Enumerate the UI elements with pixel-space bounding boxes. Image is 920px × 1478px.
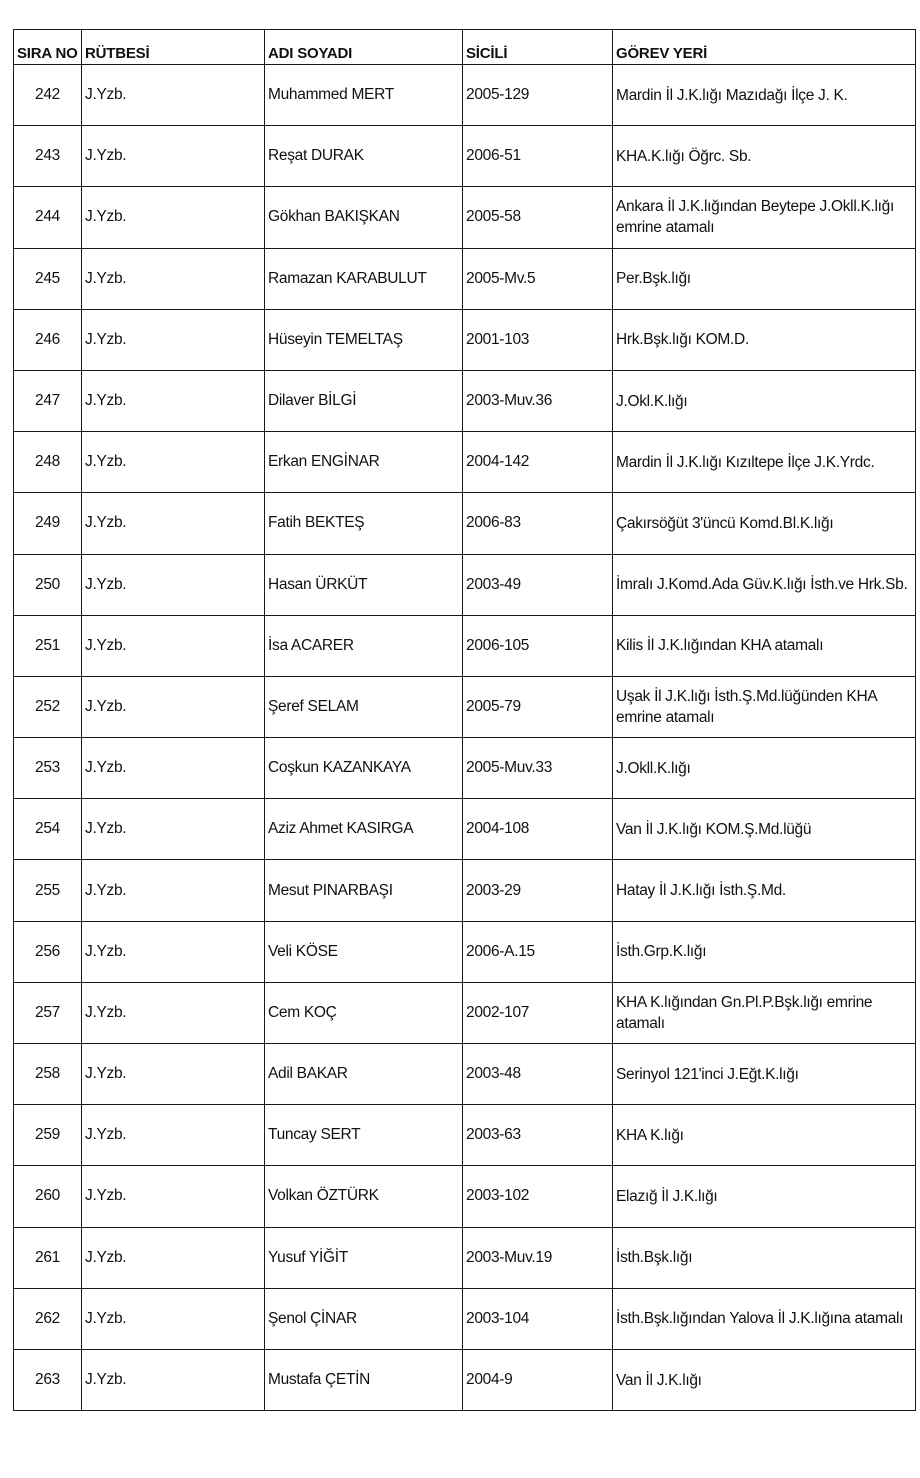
adi-soyadi-cell: Mustafa ÇETİN (265, 1349, 463, 1410)
sicil-cell: 2004-9 (463, 1349, 613, 1410)
adi-soyadi-cell: Aziz Ahmet KASIRGA (265, 799, 463, 860)
sira-no-cell: 256 (14, 921, 82, 982)
sicil-cell: 2004-108 (463, 799, 613, 860)
sira-no-cell: 249 (14, 493, 82, 554)
sira-no-cell: 263 (14, 1349, 82, 1410)
gorev-yeri-cell: Ankara İl J.K.lığından Beytepe J.Okll.K.lığı emrine atamalı (613, 187, 916, 248)
adi-soyadi-cell: Veli KÖSE (265, 921, 463, 982)
table-row (14, 799, 916, 860)
sira-no-cell: 242 (14, 65, 82, 126)
adi-soyadi-cell: Cem KOÇ (265, 982, 463, 1043)
gorev-yeri-cell: İsth.Bşk.lığı (613, 1227, 916, 1288)
rutbe-cell: J.Yzb. (82, 432, 265, 493)
adi-soyadi-cell: Gökhan BAKIŞKAN (265, 187, 463, 248)
sicil-cell: 2003-29 (463, 860, 613, 921)
table-row (14, 860, 916, 921)
rutbe-cell: J.Yzb. (82, 493, 265, 554)
table-row (14, 676, 916, 737)
sicil-cell: 2005-129 (463, 65, 613, 126)
rutbe-cell: J.Yzb. (82, 1227, 265, 1288)
rutbe-cell: J.Yzb. (82, 1105, 265, 1166)
rutbe-cell: J.Yzb. (82, 370, 265, 431)
header-adi-soyadi: ADI SOYADI (265, 30, 463, 65)
sicil-cell: 2003-48 (463, 1044, 613, 1105)
adi-soyadi-cell: Şenol ÇİNAR (265, 1288, 463, 1349)
sira-no-cell: 251 (14, 615, 82, 676)
table-row (14, 126, 916, 187)
rutbe-cell: J.Yzb. (82, 799, 265, 860)
sira-no-cell: 252 (14, 676, 82, 737)
rutbe-cell: J.Yzb. (82, 309, 265, 370)
adi-soyadi-cell: Ramazan KARABULUT (265, 248, 463, 309)
table-row (14, 738, 916, 799)
rutbe-cell: J.Yzb. (82, 615, 265, 676)
header-sira-no: SIRA NO (14, 30, 82, 65)
table-row (14, 554, 916, 615)
table-row (14, 1044, 916, 1105)
sicil-cell: 2003-102 (463, 1166, 613, 1227)
sicil-cell: 2006-105 (463, 615, 613, 676)
adi-soyadi-cell: Şeref SELAM (265, 676, 463, 737)
gorev-yeri-cell: Kilis İl J.K.lığından KHA atamalı (613, 615, 916, 676)
sira-no-cell: 247 (14, 370, 82, 431)
rutbe-cell: J.Yzb. (82, 554, 265, 615)
gorev-yeri-cell: İsth.Bşk.lığından Yalova İl J.K.lığına atamalı (613, 1288, 916, 1349)
table-row (14, 432, 916, 493)
sira-no-cell: 253 (14, 738, 82, 799)
adi-soyadi-cell: Erkan ENGİNAR (265, 432, 463, 493)
adi-soyadi-cell: Hasan ÜRKÜT (265, 554, 463, 615)
adi-soyadi-cell: Volkan ÖZTÜRK (265, 1166, 463, 1227)
header-sicili: SİCİLİ (463, 30, 613, 65)
gorev-yeri-cell: Hatay İl J.K.lığı İsth.Ş.Md. (613, 860, 916, 921)
adi-soyadi-cell: Dilaver BİLGİ (265, 370, 463, 431)
table-row (14, 248, 916, 309)
sicil-cell: 2003-Muv.19 (463, 1227, 613, 1288)
adi-soyadi-cell: İsa ACARER (265, 615, 463, 676)
sira-no-cell: 254 (14, 799, 82, 860)
gorev-yeri-cell: KHA K.lığı (613, 1105, 916, 1166)
rutbe-cell: J.Yzb. (82, 860, 265, 921)
gorev-yeri-cell: İsth.Grp.K.lığı (613, 921, 916, 982)
adi-soyadi-cell: Tuncay SERT (265, 1105, 463, 1166)
table-row (14, 615, 916, 676)
adi-soyadi-cell: Hüseyin TEMELTAŞ (265, 309, 463, 370)
sira-no-cell: 261 (14, 1227, 82, 1288)
adi-soyadi-cell: Reşat DURAK (265, 126, 463, 187)
rutbe-cell: J.Yzb. (82, 1166, 265, 1227)
sira-no-cell: 260 (14, 1166, 82, 1227)
gorev-yeri-cell: Serinyol 121'inci J.Eğt.K.lığı (613, 1044, 916, 1105)
gorev-yeri-cell: İmralı J.Komd.Ada Güv.K.lığı İsth.ve Hrk.Sb. (613, 554, 916, 615)
sicil-cell: 2003-49 (463, 554, 613, 615)
header-gorev-yeri: GÖREV YERİ (613, 30, 916, 65)
sira-no-cell: 255 (14, 860, 82, 921)
sira-no-cell: 259 (14, 1105, 82, 1166)
sira-no-cell: 250 (14, 554, 82, 615)
rutbe-cell: J.Yzb. (82, 65, 265, 126)
rutbe-cell: J.Yzb. (82, 921, 265, 982)
sicil-cell: 2003-63 (463, 1105, 613, 1166)
sira-no-cell: 262 (14, 1288, 82, 1349)
sicil-cell: 2005-79 (463, 676, 613, 737)
sicil-cell: 2005-Muv.33 (463, 738, 613, 799)
sira-no-cell: 246 (14, 309, 82, 370)
adi-soyadi-cell: Fatih BEKTEŞ (265, 493, 463, 554)
table-row (14, 1227, 916, 1288)
adi-soyadi-cell: Yusuf YİĞİT (265, 1227, 463, 1288)
gorev-yeri-cell: KHA.K.lığı Öğrc. Sb. (613, 126, 916, 187)
gorev-yeri-cell: Hrk.Bşk.lığı KOM.D. (613, 309, 916, 370)
gorev-yeri-cell: KHA K.lığından Gn.Pl.P.Bşk.lığı emrine atamalı (613, 982, 916, 1043)
table-row (14, 982, 916, 1043)
table-row (14, 370, 916, 431)
gorev-yeri-cell: Çakırsöğüt 3'üncü Komd.Bl.K.lığı (613, 493, 916, 554)
table-row (14, 1288, 916, 1349)
sicil-cell: 2003-Muv.36 (463, 370, 613, 431)
rutbe-cell: J.Yzb. (82, 738, 265, 799)
sicil-cell: 2004-142 (463, 432, 613, 493)
rutbe-cell: J.Yzb. (82, 1044, 265, 1105)
table-row (14, 1166, 916, 1227)
gorev-yeri-cell: Mardin İl J.K.lığı Mazıdağı İlçe J. K. (613, 65, 916, 126)
gorev-yeri-cell: Van İl J.K.lığı KOM.Ş.Md.lüğü (613, 799, 916, 860)
sicil-cell: 2005-Mv.5 (463, 248, 613, 309)
sira-no-cell: 245 (14, 248, 82, 309)
sicil-cell: 2003-104 (463, 1288, 613, 1349)
sicil-cell: 2002-107 (463, 982, 613, 1043)
gorev-yeri-cell: J.Okl.K.lığı (613, 370, 916, 431)
sira-no-cell: 248 (14, 432, 82, 493)
adi-soyadi-cell: Muhammed MERT (265, 65, 463, 126)
rutbe-cell: J.Yzb. (82, 126, 265, 187)
rutbe-cell: J.Yzb. (82, 676, 265, 737)
gorev-yeri-cell: Uşak İl J.K.lığı İsth.Ş.Md.lüğünden KHA emrine atamalı (613, 676, 916, 737)
gorev-yeri-cell: J.Okll.K.lığı (613, 738, 916, 799)
table-body (14, 65, 916, 1411)
rutbe-cell: J.Yzb. (82, 187, 265, 248)
sicil-cell: 2006-51 (463, 126, 613, 187)
rutbe-cell: J.Yzb. (82, 982, 265, 1043)
personnel-table (13, 29, 916, 1411)
sira-no-cell: 258 (14, 1044, 82, 1105)
table-row (14, 1349, 916, 1410)
rutbe-cell: J.Yzb. (82, 1349, 265, 1410)
header-row (14, 30, 916, 65)
header-rutbesi: RÜTBESİ (82, 30, 265, 65)
sira-no-cell: 243 (14, 126, 82, 187)
adi-soyadi-cell: Adil BAKAR (265, 1044, 463, 1105)
gorev-yeri-cell: Van İl J.K.lığı (613, 1349, 916, 1410)
sicil-cell: 2006-83 (463, 493, 613, 554)
rutbe-cell: J.Yzb. (82, 248, 265, 309)
sira-no-cell: 257 (14, 982, 82, 1043)
gorev-yeri-cell: Mardin İl J.K.lığı Kızıltepe İlçe J.K.Yrdc. (613, 432, 916, 493)
rutbe-cell: J.Yzb. (82, 1288, 265, 1349)
sicil-cell: 2001-103 (463, 309, 613, 370)
gorev-yeri-cell: Elazığ İl J.K.lığı (613, 1166, 916, 1227)
gorev-yeri-cell: Per.Bşk.lığı (613, 248, 916, 309)
table-row (14, 65, 916, 126)
sicil-cell: 2006-A.15 (463, 921, 613, 982)
adi-soyadi-cell: Coşkun KAZANKAYA (265, 738, 463, 799)
sira-no-cell: 244 (14, 187, 82, 248)
adi-soyadi-cell: Mesut PINARBAŞI (265, 860, 463, 921)
table-header (14, 30, 916, 65)
table-row (14, 187, 916, 248)
table-row (14, 309, 916, 370)
table-row (14, 921, 916, 982)
sicil-cell: 2005-58 (463, 187, 613, 248)
table-row (14, 493, 916, 554)
table-row (14, 1105, 916, 1166)
